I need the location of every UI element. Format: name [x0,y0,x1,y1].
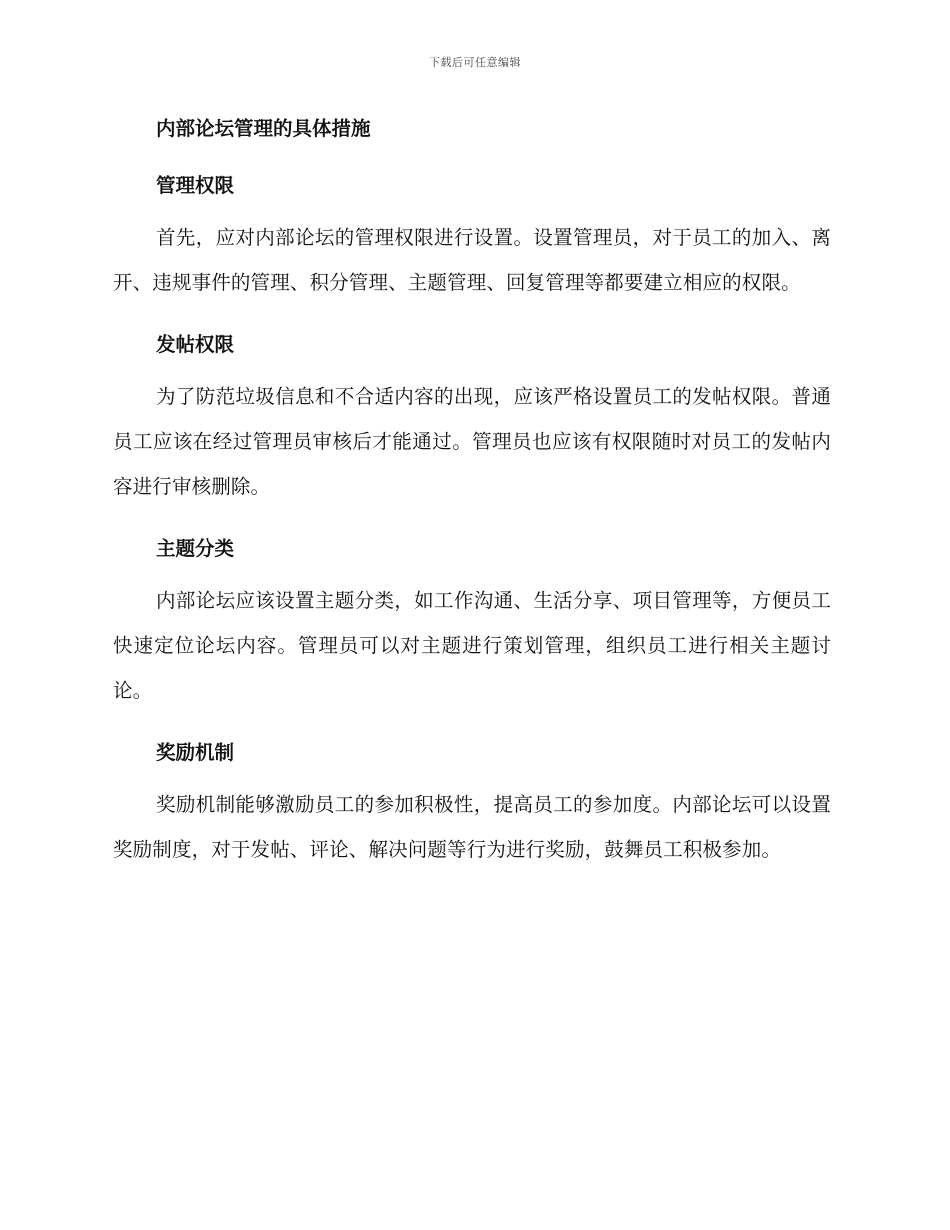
section-heading: 奖励机制 [156,741,235,764]
section-heading: 发帖权限 [156,333,235,356]
section-heading: 管理权限 [156,174,235,197]
section-management-permissions [113,169,831,305]
section-reward-mechanism [113,736,831,872]
section-paragraph: 为了防范垃圾信息和不合适内容的出现，应该严格设置员工的发帖权限。普通员工应该在经过管理员审核后才能通过。管理员也应该有权限随时对员工的发帖内容进行审核删除。 [113,385,831,498]
page-header-note: 下载后可任意编辑 [429,56,521,69]
document-body [113,112,831,872]
section-paragraph: 首先，应对内部论坛的管理权限进行设置。设置管理员，对于员工的加入、离开、违规事件的管理、积分管理、主题管理、回复管理等都要建立相应的权限。 [113,226,831,294]
document-title: 内部论坛管理的具体措施 [156,117,371,140]
section-topic-categories [113,532,831,713]
section-heading: 主题分类 [156,537,235,560]
section-posting-permissions [113,328,831,509]
section-paragraph: 奖励机制能够激励员工的参加积极性，提高员工的参加度。内部论坛可以设置奖励制度，对于发帖、评论、解决问题等行为进行奖励，鼓舞员工积极参加。 [113,793,831,861]
section-paragraph: 内部论坛应该设置主题分类，如工作沟通、生活分享、项目管理等，方便员工快速定位论坛内容。管理员可以对主题进行策划管理，组织员工进行相关主题讨论。 [113,589,831,702]
